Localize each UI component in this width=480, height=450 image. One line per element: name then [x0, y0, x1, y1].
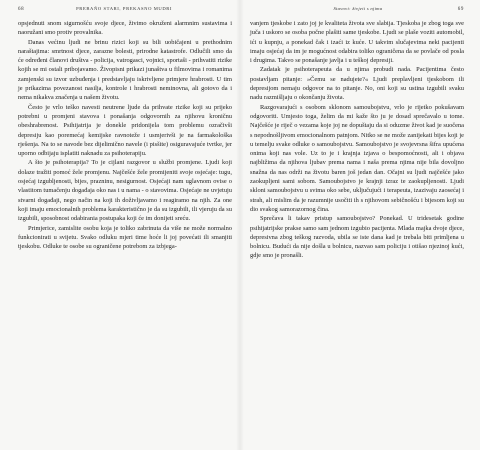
paragraph: A što je psihoterapija? To je cijlani razgovor u službi promjene. Ljudi koji dolaze tražiti pomoć žele promjenu. Najčešće žele promijeniti svoje osjećaje: tugu, osjećaj izgubljenosti, bijes, prazninu, nesigurnost. Osjećaji nam uglavnom ovise o vlastitom tumačenju događaja oko nas i u nama - o stavovima. Osjećaje ne uvjetuju stvarni događaji, nego način na koji ih doživljavamo i reagiramo na njih. Za one koji imaju emocionalnih problema karakterističnо je da su izgubili, ili vjeruju da su izgubili, sposobnost odabirania postupaka koji će im donijeti sreću. — [18, 159, 232, 223]
right-running-title: Stavovi: živjeti s njima — [333, 6, 383, 11]
left-page-number: 68 — [18, 7, 25, 12]
paragraph: Razgovarajući s osobom sklonom samoubojstvu, vrlo je rijetko pokušavam odgovoriti. Umjesto toga, želim da mi kaže što ju je dosad sprečavalo u tome. Najčešće je riječ o vezama koje joj ne dopuštaju da si oduzme život kad je suočena s nepodnošljivom emocionalnom patnjom. Nitko se ne može zanijekati bijes koji je u temelju svake odluke o samoubojstvu. Samoubojstvo je svojevrsna šifra upućena onima koji nas vole. Uz to je i krajnja izjava o bespomoćnosti, ali i objava najbližima da njihova ljubav prema nama i naša prema njima nije bila dovoljno snažna da nas održi na životu baren još jedan dan. Očajni su ljudi najčešće jako zaokupljeni sami sobom. Samoubojstvo je krajnji izraz te zaokupljenosti. Ljudi skloni samoubojstvu u svima oko sebe, uključujući i terapeuta, izazivaju zaosećaj i strah, ali mislim da je razumnije usočiti ih s njihovom sebičnošću i bijesom koji su dio svakog samorazornog čina. — [250, 103, 464, 213]
left-running-title: PREBAÑO STARI, PREKASNO MUDRI — [76, 6, 173, 11]
left-running-head — [18, 6, 232, 16]
right-body-text — [250, 19, 464, 261]
paragraph: Primjerice, zamislite osobu koja je toliko zabrinuta da više ne može normalno funkcionirati u svijetu. Svako odluku mjeri time hoće li joj povećati ili smanjiti tjeskobu. Odluke te osobe su ograničene potrebom za izbjega- — [18, 224, 232, 251]
right-page — [240, 0, 480, 450]
left-body-text — [18, 19, 232, 251]
paragraph: vanjem tjeskobe i zato joj je kvaliteta života sve slabija. Tjeskoba je zbog toga sve juča i uskoro se osoba počne plašiti same tjeskobe. Ljudi se plaše voziti automobil, ići u kupnju, a ponekad čak i izaći iz kuće. U takvim slučajevima neki pacijenti imaju osjećaj da im je mogućnost odabira toliko ograničena da se povlače od posla i drugima. Takvo se ponašanje javlja i u teškoj depresiji. — [250, 20, 464, 65]
paragraph: Zadatak je psihoterapeuta da u njima probudi nada. Pacijentima često postavljam pitanje: »Čemu se nadujete?« Ljudi preplavljeni tjeskobom ili depresijom nemaju odgovor na to pitanje. No, oni koji su ustina izgubili svaku nadu razmišljaju o okončanju života. — [250, 66, 464, 102]
paragraph: Danas većinu ljudi ne brinu rizici koji su bili uobičajeni u prethodnim naraštajima: smrtnost djece, zarazne bolesti, prirodne katastrofe. Odlučili smo da će određeni članovi društva - policija, vatrogasci, vojnici, sportaši - prihvatiti rizike kojih se mi ostali pribojavamo. Živopisni prikazi junaštva u filmovima i romanima zamjenski su izvor uzbuđenja i predstavljaju iskrivljene primjere hrabrosti. U tim je prikazima povezanost nasilja, kontrole i hrabrosti neminovna, ali gotovo da i nema nikakva značenja u našem životu. — [18, 38, 232, 102]
paragraph: opsjednuti snom sigurnošću svoje djece, živimo okruženi alarmnim sustavima i naoružani smo protiv provalnika. — [18, 20, 232, 37]
paragraph: Sprečava li takav pristup samoubojstvo? Ponekad. U tridesetak godine psihijatrijske prakse samo sam jednom izgubio pacijenta. Mlada majka dvoje djece, depresivna zbog teškog razvoda, ubila se iste dana kad je trebala biti primljena u bolnicu. Budući da nije došla u bolnicu, nazvao sam policiju i otišao njezinoj kući, gdje smo je pronašli. — [250, 215, 464, 260]
right-running-head — [250, 6, 464, 16]
right-page-number: 69 — [457, 7, 464, 12]
paragraph: Često je vrlo teško navesti neutrene ljude da prihvate rizike koji su prijeko potrebni u promjeni stavova i ponašanja odgovornih za njihovu kroničnu obeshrabrenost. Psihijatrija je donekle pridonijela tom problemu ozračivši depresiju kao poremećaj kemijske ravnoteže i usmjerivši je na farmakološka rješenja. Na to se navode bez dijelimično navele (i pisšite) osiguravajuće tvrtke, jer uporno odbijaju isplatiti naknadu za psihoterapiju. — [18, 103, 232, 158]
